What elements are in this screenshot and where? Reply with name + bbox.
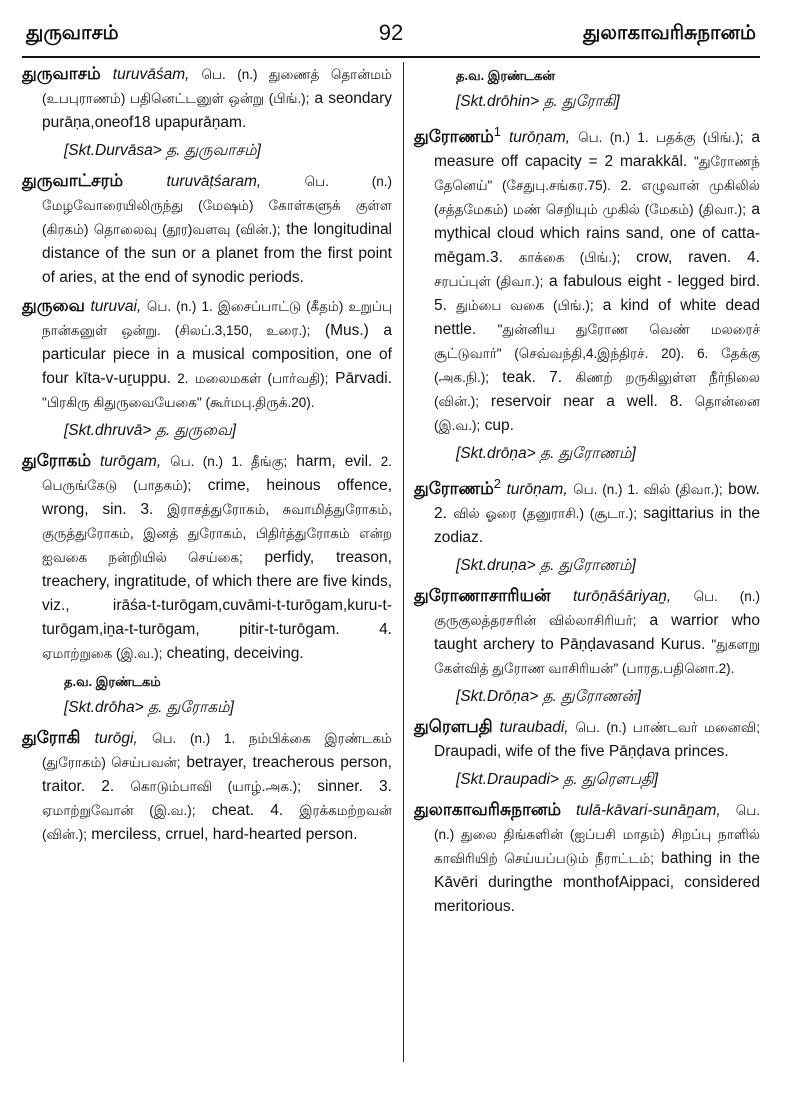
entry-turaubadi	[414, 715, 760, 764]
tamil-definition: சரபப்புள் (திவா.);	[434, 274, 544, 290]
english-definition: a mythical cloud which rains sand, one of catta-mēgam.3.	[434, 201, 760, 267]
columns	[22, 62, 760, 923]
tamil-definition: பெ. (n.) 1. நம்பிக்கை இரண்டகம் (துரோகம்) செய்பவன்;	[42, 731, 392, 770]
entry-turonasariyan	[414, 584, 760, 681]
transliteration: tulā-kāvari-sunāṉam,	[576, 802, 721, 820]
headword: துருவாட்சரம்	[22, 171, 124, 190]
etymology: [Skt.Durvāsa> த. துருவாசம்]	[64, 142, 261, 159]
tamil-definition: பெ. (n.) மேழவோரையிலிருந்து (மேஷம்) கோள்களுக் குள்ள (கிரகம்) தொலைவு (தூர)வளவு (வின்.);	[42, 174, 392, 237]
tamil-definition: பெ. (n.) 1. தீங்கு;	[170, 454, 288, 469]
headword: துரோணாசாரியன்	[414, 586, 551, 606]
tamil-definition: வில் ஓரை (தனுராசி.) (சூடா.);	[453, 506, 637, 522]
headword: துரோகம்	[22, 451, 92, 470]
tamil-definition: பெ. (n.) 1. பதக்கு (பிங்.);	[578, 130, 744, 146]
etymology: [Skt.Draupadi> த. துரௌபதி]	[456, 771, 659, 789]
entry-turuvatsaram	[22, 169, 392, 290]
tamil-definition: 2. மலைமகள் (பார்வதி);	[171, 371, 329, 386]
entry-turogam	[22, 449, 392, 666]
headword: துரோணம்	[414, 479, 494, 499]
etymology: [Skt.drōha> த. துரோகம்]	[64, 699, 234, 716]
tamil-definition: தொன்னை (இ.வ.);	[434, 394, 760, 434]
english-definition: perfidy, treason, treachery, ingratitude, of which there are five kinds, viz., irāśa-t-turōgam,cuvāmi-t-turōgam,kuru-t-turōgam,iṉa-t-turōgam, pitir-t-turōgam. 4.	[42, 549, 392, 638]
header-last-word: துலாகாவரிசுநானம்	[583, 22, 756, 44]
tamil-word-note: த.வ. இரண்டகம்	[64, 674, 161, 689]
english-definition: reservoir near a well. 8.	[478, 393, 695, 411]
transliteration: turuvai,	[90, 298, 142, 315]
english-definition: sagittarius in the zodiaz.	[434, 505, 760, 547]
english-definition: teak. 7.	[489, 369, 576, 387]
english-definition: bow. 2.	[434, 481, 760, 523]
headword: துலாகாவரிசுநானம்	[414, 800, 562, 820]
english-definition: cheat. 4.	[195, 802, 300, 819]
tamil-definition: இராசத்துரோகம், சுவாமித்துரோகம், குருத்துரோகம், இனத் துரோகம், பிதிர்த்துரோகம் என்ற ஐவகை நன்றியில் செய்கை;	[42, 502, 392, 565]
english-definition: merciless, crruel, hard-hearted person.	[86, 826, 358, 843]
transliteration: turuvāśam,	[112, 66, 190, 83]
transliteration: turōṇam,	[506, 481, 568, 499]
tamil-definition: கிணற் றருகிலுள்ள நீர்நிலை (வின்.);	[434, 370, 761, 410]
etymology: [Skt.drōṇa> த. துரோணம்]	[456, 445, 636, 463]
header-first-word: துருவாசம்	[26, 22, 119, 44]
english-definition: crime, heinous offence, wrong, sin. 3.	[42, 477, 393, 518]
citation: "துரோணந் தேனெய்" (சேதுபு.சங்கர.75). 2. எழுவான் முகிலில் (சத்தமேகம்) மண் செறியும் முகில் (மேகம்) (திவா.);	[434, 154, 760, 218]
headword: துரோணம்	[414, 127, 494, 147]
homonym-number: 2	[493, 476, 501, 492]
headword: துருவாசம்	[22, 64, 101, 83]
citation: "பிரகிரு கிதுருவையேகை" (கூர்மபு.திருக்.20).	[42, 395, 315, 410]
headword: துருவை	[22, 296, 85, 315]
entry-turogi	[22, 726, 392, 847]
tamil-definition: பெ. (n.) துலை திங்களின் (ஐப்பசி மாதம்) சிறப்பு நாளில் காவிரியிற் செய்யப்படும் நீராட்டம்;	[434, 803, 760, 867]
transliteration: turōṇam,	[508, 129, 571, 147]
tamil-definition: பெ. (n.) குருகுலத்தரசரின் வில்லாசிரியர்;	[434, 589, 760, 629]
english-definition: betrayer, treacherous person, traitor. 2.	[42, 754, 392, 795]
english-definition: crow, raven. 4.	[620, 249, 760, 267]
english-definition: the longitudinal distance of the sun or a planet from the first point of aries, at the end of synodic periods.	[42, 221, 393, 286]
citation: "துன்னிய துரோண வெண் மலரைச் சூட்டுவார்" (செவ்வந்தி,4.இந்திரச். 20). 6. தேக்கு (அக.நி.);	[434, 322, 760, 386]
transliteration: turaubadi,	[499, 719, 569, 737]
homonym-number: 1	[493, 124, 501, 139]
english-definition: a warrior who taught archery to Pāṇḍavasand Kurus.	[434, 612, 761, 654]
etymology: [Skt.drōhin> த. துரோகி]	[456, 93, 620, 110]
english-definition: cup.	[480, 417, 514, 435]
english-definition: a seondary purāṇa,oneof18 upapurāṇam.	[42, 90, 392, 131]
english-definition: cheating, deceiving.	[162, 645, 304, 662]
etymology: [Skt.druṇa> த. துரோணம்]	[456, 557, 636, 575]
left-column	[22, 62, 402, 923]
tamil-definition: பெ. (n.) பாண்டவர் மனைவி;	[575, 720, 761, 736]
english-definition: bathing in the Kāvēri duringthe monthofAippaci, considered meritorious.	[434, 850, 760, 916]
entry-turuvasam	[22, 62, 392, 135]
headword: துரோகி	[22, 728, 81, 747]
entry-turonam-1	[414, 120, 760, 438]
tamil-definition: பெ. (n.) 1. இசைப்பாட்டு (கீதம்) உறுப்பு நான்கனுள் ஒன்று. (சிலப்.3,150, உரை.);	[42, 299, 392, 338]
entry-tulakavarisunanam	[414, 798, 760, 919]
tamil-definition: கொடும்பாவி (யாழ்.அக.);	[130, 779, 301, 794]
right-column	[402, 62, 760, 923]
tamil-word-note: த.வ. இரண்டகன்	[456, 68, 555, 83]
english-definition: harm, evil.	[287, 453, 373, 470]
entry-turuvai	[22, 294, 392, 415]
english-definition: (Mus.) a particular piece in a musical composition, one of four kīta-v-uṟuppu.	[42, 322, 392, 387]
etymology: [Skt.Drōṇa> த. துரோணன்]	[456, 688, 641, 706]
tamil-definition: ஏமாற்றுகை (இ.வ.);	[42, 646, 163, 661]
header-rule	[22, 56, 760, 58]
english-definition: a fabulous eight - legged bird. 5.	[434, 273, 761, 315]
english-definition: Draupadi, wife of the five Pāṇḍava princes.	[434, 743, 729, 761]
english-definition: Pārvadi.	[328, 370, 392, 387]
tamil-definition: பெ. (n.) துணைத் தொன்மம் (உபபுராணம்) பதினெட்டனுள் ஒன்று (பிங்.);	[42, 67, 392, 106]
page-header	[22, 0, 760, 62]
transliteration: turōgam,	[99, 453, 162, 470]
tamil-definition: 2. பெருங்கேடு (பாதகம்);	[42, 454, 392, 493]
transliteration: turuvāṭśaram,	[166, 173, 262, 190]
transliteration: turōṇāśāriyaṉ,	[572, 588, 672, 606]
headword: துரௌபதி	[414, 717, 493, 737]
english-definition: a measure off capacity = 2 marakkāl.	[434, 129, 761, 171]
tamil-definition: இரக்கமற்றவன் (வின்.);	[42, 803, 392, 842]
entry-turonam-2	[414, 472, 760, 550]
english-definition: sinner. 3.	[301, 778, 392, 795]
english-definition: a kind of white dead nettle.	[434, 297, 761, 339]
tamil-definition: பெ. (n.) 1. வில் (திவா.);	[573, 482, 723, 498]
tamil-definition: காக்கை (பிங்.);	[518, 250, 621, 266]
tamil-definition: தும்பை வகை (பிங்.);	[456, 298, 594, 314]
column-divider	[403, 62, 404, 1062]
tamil-definition: ஏமாற்றுவோன் (இ.வ.);	[42, 803, 196, 818]
transliteration: turōgi,	[94, 730, 138, 747]
citation: "துகளறு கேள்வித் துரோண வாசிரியன்" (பாரத.பதினொ.2).	[434, 637, 760, 677]
page-number: 92	[378, 20, 404, 45]
etymology: [Skt.dhruvā> த. துருவை]	[64, 422, 237, 439]
